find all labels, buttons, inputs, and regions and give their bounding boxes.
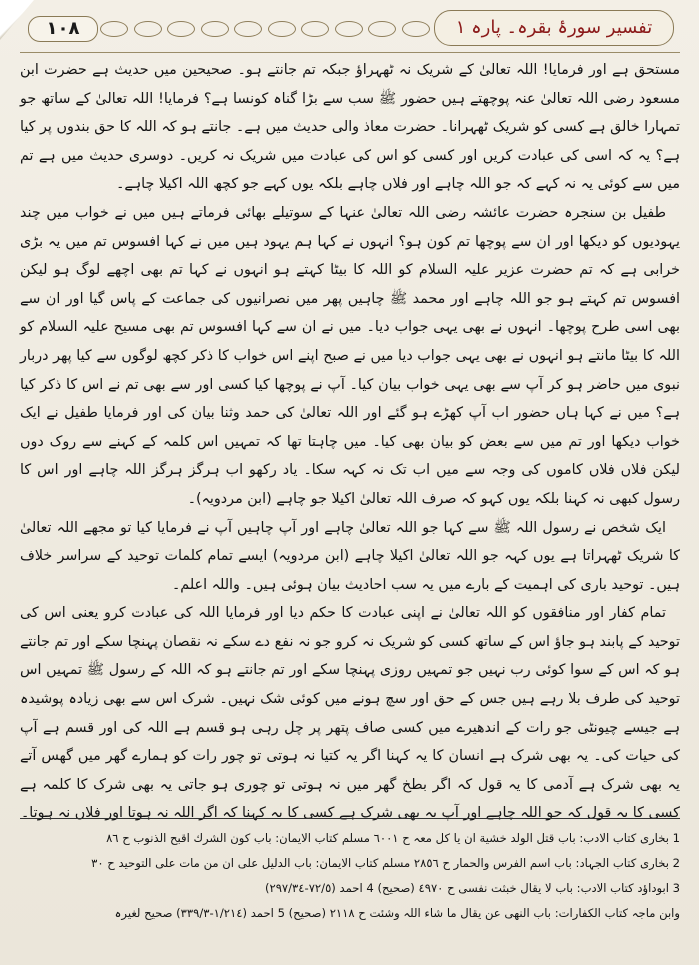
footnote: 3 ابوداؤد کتاب الادب: باب لا یقال خبثت نفسی ح ٤٩٧٠ (صحیح) 4 احمد (٧٢/٥-٢٩٧/٣٤) — [264, 881, 680, 895]
header-ornament — [100, 20, 430, 38]
footnote-divider — [20, 818, 680, 819]
paragraph: ایک شخص نے رسول اللہ ﷺ سے کہا جو اللہ تعالیٰ چاہے اور آپ چاہیں آپ نے فرمایا کیا تو مجھے اللہ تعالیٰ کا شریک ٹھہراتا ہے یوں کہہ جو اللہ تعالیٰ اکیلا چاہے (ابن مردویہ) ایسے تمام کلمات توحید کے سراسر خلاف ہیں۔ توحید باری کی اہمیت کے بارے میں یہ سب احادیث بیان ہوئی ہیں۔ واللہ اعلم۔ — [20, 519, 680, 593]
footnote: وابن ماجہ کتاب الکفارات: باب النهی عن یقال ما شاء اللہ وشئت ح ٢١١٨ (صحیح) 5 احمد (١/٢١٤-٣٣٩/٣) صحیح لغیرہ — [114, 906, 680, 920]
paragraph: طفیل بن سنجرہ حضرت عائشہ رضی اللہ تعالیٰ عنہا کے سوتیلے بھائی فرماتے ہیں میں نے خواب میں چند یہودیوں کو دیکھا اور ان سے پوچھا تم کون ہو؟ انہوں نے کہا ہم یہود ہیں میں نے کہا افسوس تم میں یہ بڑی خرابی ہے کہ تم حضرت عزیر علیہ السلام کو اللہ کا بیٹا کہتے ہو انہوں نے کہا تم بھی اچھے لوگ ہو لیکن افسوس تم کہتے ہو جو اللہ چاہے اور محمد ﷺ چاہیں پھر میں نصرانیوں کی جماعت کے پاس گیا اور ان سے بھی اسی طرح پوچھا۔ انہوں نے بھی یہی جواب دیا۔ میں نے ان سے کہا افسوس تم بھی مسیح علیہ السلام کو اللہ کا بیٹا مانتے ہو انہوں نے بھی یہی جواب دیا میں نے صبح اپنے اس خواب کا ذکر کچھ لوگوں سے کیا پھر دربار نبوی میں حاضر ہو کر آپ سے بھی یہی خواب بیان کیا۔ آپ نے پوچھا کیا کسی اور سے بھی تم نے اس کا ذکر کیا ہے؟ میں نے کہا ہاں حضور اب آپ کھڑے ہو گئے اور اللہ تعالیٰ کی حمد وثنا بیان کی اور فرمایا طفیل نے ایک خواب دیکھا اور تم میں سے بعض کو بیان بھی کیا۔ میں چاہتا تھا کہ تمہیں اس کلمہ کے کہنے سے روک دوں لیکن فلاں فلاں کاموں کی وجہ سے میں اب تک نہ کہہ سکا۔ یاد رکھو اب ہرگز ہرگز اللہ چاہے اور اس کا رسول کبھی نہ کہنا بلکہ یوں کہو کہ صرف اللہ تعالیٰ اکیلا جو چاہے (ابن مردویہ)۔ — [20, 204, 680, 507]
footnote: 1 بخاری کتاب الادب: باب قتل الولد خشیة ان یا کل معہ ح ٦٠٠١ مسلم کتاب الایمان: باب کون الشرك اقبح الذنوب ح ٨٦ — [106, 831, 680, 845]
running-title: تفسیر سورۂ بقرہ۔ پارہ ١ — [434, 10, 674, 46]
page-header — [26, 6, 678, 50]
body-text — [20, 56, 680, 822]
paragraph: تمام کفار اور منافقوں کو اللہ تعالیٰ نے اپنی عبادت کا حکم دیا اور فرمایا اللہ کی عبادت کرو یعنی اس کی توحید کے پابند ہو جاؤ اس کے ساتھ کسی کو شریک نہ کرو جو نہ نفع دے سکے نہ نقصان پہنچا سکے اور تم جانتے ہو کہ اس کے سوا کوئی رب نہیں جو تمہیں روزی پہنچا سکے اور تم جانتے ہو کہ اللہ کے رسول ﷺ تمہیں اس توحید کی طرف بلا رہے ہیں جس کے حق اور سچ ہونے میں کوئی شک نہیں۔ شرک اس سے بھی زیادہ پوشیدہ ہے جیسے چیونٹی جو رات کے اندھیرے میں کسی صاف پتھر پر چل رہی ہو قسم ہے اللہ کی اور قسم ہے آپ کی حیات کی۔ یہ بھی شرک ہے انسان کا یہ کہنا اگر یہ کتیا نہ ہوتی تو چور رات کو ہمارے گھر میں گھس آتے یہ بھی شرک ہے آدمی کا یہ قول کہ اگر بطخ گھر میں نہ ہوتی تو چوری ہو جاتی یہ بھی شرک کا کلمہ ہے کسی کا یہ قول کہ جو اللہ چاہے اور آپ یہ بھی شرک ہے کسی کا یہ کہنا کہ اگر اللہ نہ ہوتا اور فلاں نہ ہوتا۔ — [20, 605, 680, 822]
header-divider — [20, 52, 680, 53]
page-number: ١٠٨ — [28, 16, 98, 42]
paragraph: مستحق ہے اور فرمایا! اللہ تعالیٰ کے شریک نہ ٹھہراؤ جبکہ تم جانتے ہو۔ صحیحین میں حدیث ہے حضرت ابن مسعود رضی اللہ تعالیٰ عنہ پوچھتے ہیں حضور ﷺ سب سے بڑا گناہ کونسا ہے؟ فرمایا! اللہ تعالیٰ کے ساتھ جو تمہارا خالق ہے کسی کو شریک ٹھہرانا۔ حضرت معاذ والی حدیث میں ہے۔ جانتے ہو کہ اللہ کا حق بندوں پر کیا ہے؟ یہ کہ اسی کی عبادت کریں اور کسی کو اس کی عبادت میں شریک نہ کریں۔ دوسری حدیث میں ہے تم میں سے کوئی یہ نہ کہے کہ جو اللہ چاہے اور فلاں چاہے بلکہ یوں کہے جو کچھ اللہ اکیلا چاہے۔ — [20, 62, 680, 193]
footnotes — [20, 826, 680, 958]
footnote: 2 بخاری کتاب الجہاد: باب اسم الفرس والحمار ح ٢٨٥٦ مسلم کتاب الایمان: باب الدلیل علی ان من مات علی التوحید ح ٣٠ — [91, 856, 680, 870]
